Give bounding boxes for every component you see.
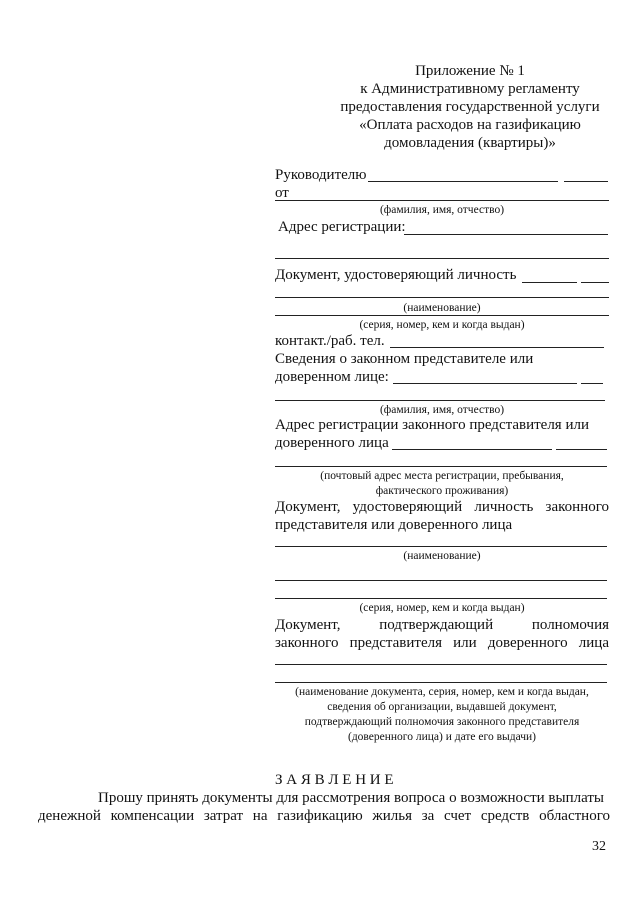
authority-field-line-2[interactable] [275,682,607,683]
page-number: 32 [592,839,606,854]
rep-id-field-line-2[interactable] [275,580,607,581]
authority-caption-4: (доверенного лица) и дате его выдачи) [348,731,536,743]
postal-caption-1: (почтовый адрес места регистрации, пребывания, [320,470,564,482]
rep-info-line-1: Сведения о законном представителе или [275,351,534,367]
statement-line-2: денежной компенсации затрат на газификацию жилья за счет средств областного [38,808,610,824]
header-line-2: к Административному регламенту [360,81,580,97]
to-field-line[interactable] [368,181,558,182]
from-label: от [275,185,289,201]
rep-info-field-line-2[interactable] [581,383,603,384]
rep-fio-caption: (фамилия, имя, отчество) [379,404,505,416]
rep-info-field-line[interactable] [393,383,577,384]
rep-id-line-2: представителя или доверенного лица [275,517,513,533]
header-line-1: Приложение № 1 [415,63,525,79]
authority-line-1: Документ, подтверждающий полномочия [275,617,609,633]
statement-title: З А Я В Л Е Н И Е [275,772,394,788]
contact-label: контакт./раб. тел. [275,333,385,349]
address-field-line-2[interactable] [275,258,609,259]
id-doc-field-line-2[interactable] [581,282,609,283]
from-field-line[interactable] [275,200,609,201]
header-line-4: «Оплата расходов на газификацию [359,117,581,133]
rep-id-field-line-3[interactable] [275,598,607,599]
fio-caption: (фамилия, имя, отчество) [379,204,505,216]
contact-field-line[interactable] [390,347,604,348]
authority-caption-3: подтверждающий полномочия законного представителя [304,716,580,728]
rep-id-field-line[interactable] [275,546,607,547]
header-line-5: домовладения (квартиры)» [384,135,556,151]
rep-address-line-1: Адрес регистрации законного представителя или [275,417,589,433]
rep-name-caption: (наименование) [403,550,481,562]
address-label: Адрес регистрации: [278,219,406,235]
authority-caption-2: сведения об организации, выдавшей документ, [327,701,557,713]
authority-field-line[interactable] [275,664,607,665]
rep-fio-line[interactable] [275,400,605,401]
to-field-line-2[interactable] [564,181,608,182]
postal-caption-2: фактического проживания) [375,485,509,497]
rep-address-field-line-2[interactable] [556,449,607,450]
to-label: Руководителю [275,167,367,183]
id-doc-field-line[interactable] [522,282,577,283]
rep-address-field-line-3[interactable] [275,466,607,467]
rep-info-line-2: доверенном лице: [275,369,389,385]
rep-series-caption: (серия, номер, кем и когда выдан) [359,602,525,614]
authority-caption-1: (наименование документа, серия, номер, кем и когда выдан, [295,686,589,698]
rep-id-line-1: Документ, удостоверяющий личность законного [275,499,609,515]
id-series-caption: (серия, номер, кем и когда выдан) [359,319,525,331]
statement-line-1: Прошу принять документы для рассмотрения вопроса о возможности выплаты [98,790,604,806]
id-doc-label: Документ, удостоверяющий личность [275,267,517,283]
address-field-line[interactable] [404,234,608,235]
id-doc-field-line-3[interactable] [275,297,609,298]
header-line-3: предоставления государственной услуги [340,99,600,115]
rep-address-line-2: доверенного лица [275,435,389,451]
authority-line-2: законного представителя или доверенного лица [275,635,609,651]
id-name-caption: (наименование) [403,302,481,314]
id-series-line[interactable] [275,315,609,316]
rep-address-field-line[interactable] [392,449,552,450]
